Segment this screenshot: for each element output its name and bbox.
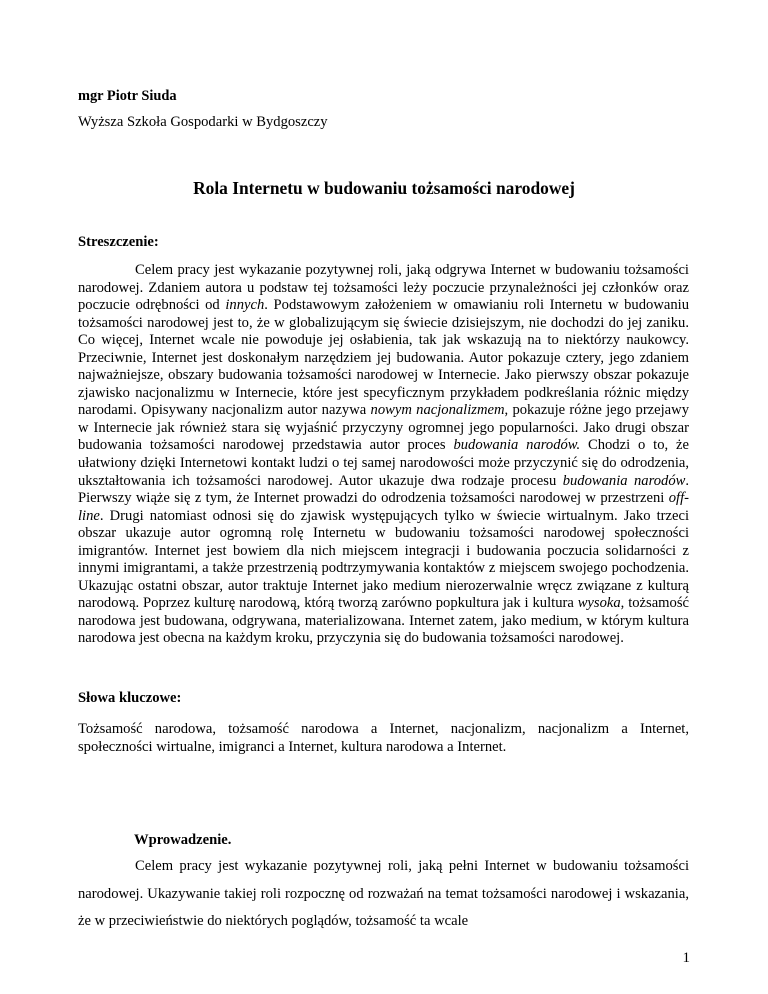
author-name: mgr Piotr Siuda xyxy=(78,88,177,104)
abstract-heading: Streszczenie: xyxy=(78,234,159,250)
intro-heading: Wprowadzenie. xyxy=(134,832,232,848)
abstract-text: Celem pracy jest wykazanie pozytywnej roli, jaką odgrywa Internet w budowaniu tożsamości narodowej. Zdaniem autora u podstaw tej tożsamości leży poczucie przynależności jej członków oraz poczucie odrębności od innych. Podstawowym założeniem w omawianiu roli Internetu w budowaniu tożsamości narodowej jest to, że w globalizującym się świecie dzisiejszym, nie dochodzi do jej zaniku. Co więcej, Internet wcale nie powoduje jej osłabienia, tak jak wskazują na to niektórzy naukowcy. Przeciwnie, Internet jest doskonałym narzędziem jej budowania. Autor pokazuje cztery, jego zdaniem najważniejsze, obszary budowania tożsamości narodowej w Internecie. Jako pierwszy obszar pokazuje zjawisko nacjonalizmu w Internecie, które jest specyficznym przykładem podkreślania różnic między narodami. Opisywany nacjonalizm autor nazywa nowym nacjonalizmem, pokazuje różne jego przejawy w Internecie jak również stara się wyjaśnić przyczyny ogromnej jego popularności. Jako drugi obszar budowania tożsamości narodowej przedstawia autor proces budowania narodów. Chodzi o to, że ułatwiony dzięki Internetowi kontakt ludzi o tej samej narodowości może przyczynić się do odrodzenia, ukształtowania ich tożsamości narodowej. Autor ukazuje dwa rodzaje procesu budowania narodów. Pierwszy wiąże się z tym, że Internet prowadzi do odrodzenia tożsamości narodowej w przestrzeni off-line. Drugi natomiast odnosi się do zjawisk występujących tylko w świecie wirtualnym. Jako trzeci obszar ukazuje autor ogromną rolę Internetu w budowaniu tożsamości narodowej społeczności imigrantów. Internet jest bowiem dla nich miejscem integracji i budowania poczucia solidarności z innymi imigrantami, a także przestrzenią podtrzymywania kontaktów z miejscem swojego pochodzenia. Ukazując ostatni obszar, autor traktuje Internet jako medium nierozerwalnie wręcz związane z kulturą narodową. Poprzez kulturę narodową, którą tworzą zarówno popkultura jak i kultura wysoka, tożsamość narodowa jest budowana, odgrywana, materializowana. Internet zatem, jako medium, w którym kultura narodowa jest obecna na każdym kroku, przyczynia się do budowania tożsamości narodowej. xyxy=(78,262,690,647)
intro-text: Celem pracy jest wykazanie pozytywnej roli, jaką pełni Internet w budowaniu tożsamości narodowej. Ukazywanie takiej roli rozpocznę od rozważań na temat tożsamości narodowej i wskazania, że w przeciwieństwie do niektórych poglądów, tożsamość ta wcale xyxy=(78,858,689,930)
paper-title: Rola Internetu w budowaniu tożsamości narodowej xyxy=(193,178,575,198)
keywords-heading: Słowa kluczowe: xyxy=(78,690,182,706)
keywords-text: Tożsamość narodowa, tożsamość narodowa a Internet, nacjonalizm, nacjonalizm a Internet, społeczności wirtualne, imigranci a Internet, kultura narodowa a Internet. xyxy=(78,721,689,755)
page-number: 1 xyxy=(682,950,690,966)
author-affiliation: Wyższa Szkoła Gospodarki w Bydgoszczy xyxy=(78,114,328,130)
